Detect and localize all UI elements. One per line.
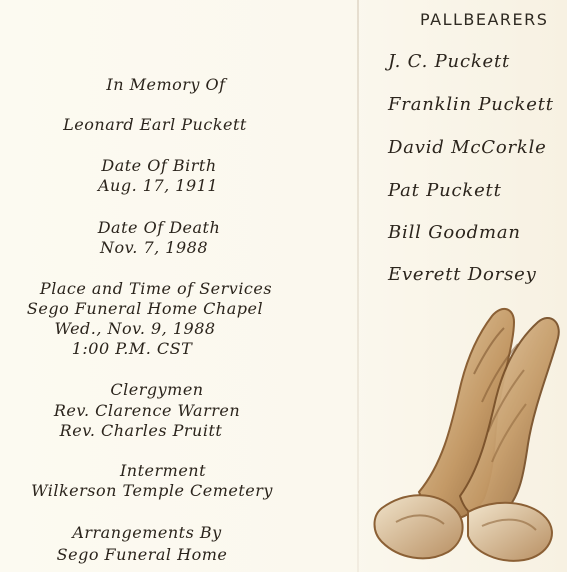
pallbearer-name: Bill Goodman — [388, 222, 521, 243]
pallbearer-name: David McCorkle — [388, 137, 547, 158]
arrangements-label: Arrangements By — [72, 523, 222, 542]
clergy-item: Rev. Clarence Warren — [53, 401, 241, 420]
death-label: Date Of Death — [97, 218, 221, 237]
praying-hands-icon — [364, 302, 564, 564]
arrangements-by: Sego Funeral Home — [56, 545, 228, 564]
pallbearer-name: Pat Puckett — [388, 180, 502, 201]
services-label: Place and Time of Services — [39, 279, 273, 298]
birth-date: Aug. 17, 1911 — [97, 176, 219, 195]
in-memory-of-heading: In Memory Of — [106, 75, 226, 94]
birth-label: Date Of Birth — [101, 156, 217, 175]
pallbearer-name: J. C. Puckett — [388, 51, 511, 72]
services-date: Wed., Nov. 9, 1988 — [54, 319, 216, 338]
clergy-item: Rev. Charles Pruitt — [59, 421, 223, 440]
interment-label: Interment — [119, 461, 207, 480]
pallbearer-name: Franklin Puckett — [388, 94, 554, 115]
services-time: 1:00 P.M. CST — [71, 339, 193, 358]
death-date: Nov. 7, 1988 — [99, 238, 209, 257]
pallbearers-title: PALLBEARERS — [420, 10, 549, 29]
services-place: Sego Funeral Home Chapel — [26, 299, 264, 318]
clergy-label: Clergymen — [110, 380, 204, 399]
deceased-name: Leonard Earl Puckett — [63, 115, 247, 134]
interment-place: Wilkerson Temple Cemetery — [31, 481, 273, 500]
pallbearer-name: Everett Dorsey — [388, 264, 537, 285]
